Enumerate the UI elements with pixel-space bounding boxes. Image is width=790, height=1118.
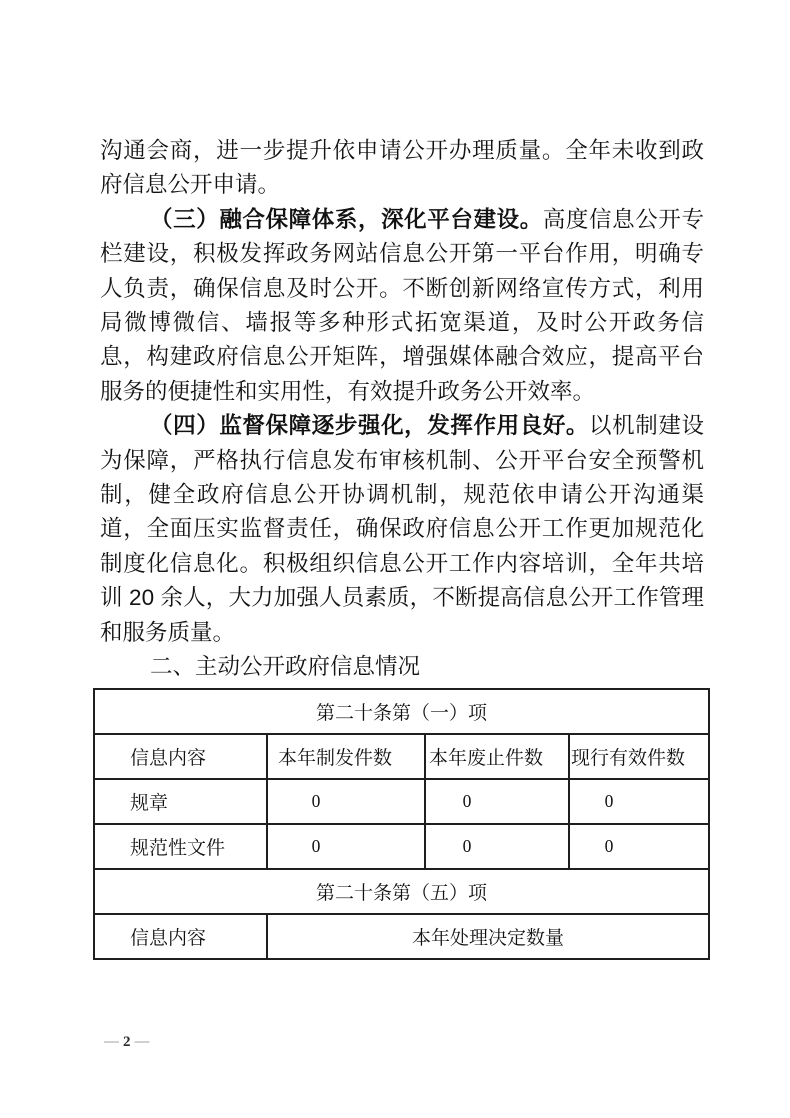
table-row-label: 规范性文件	[94, 824, 267, 869]
table-row-label: 规章	[94, 779, 267, 824]
page-footer	[100, 1032, 154, 1052]
footer-dash-left: —	[104, 1033, 119, 1050]
table-section2-title: 第二十条第（五）项	[94, 869, 709, 914]
table-section1-title-row	[94, 689, 709, 734]
table-section1-title: 第二十条第（一）项	[94, 689, 709, 734]
section-heading: 二、主动公开政府信息情况	[150, 654, 421, 680]
table-cell-decision-count: 本年处理决定数量	[267, 914, 709, 959]
table-header-repealed-count: 本年废止件数	[425, 734, 569, 779]
table-row	[94, 914, 709, 959]
table-section2-title-row	[94, 869, 709, 914]
table-header-issued-count: 本年制发件数	[267, 734, 425, 779]
paragraph	[100, 134, 704, 203]
paragraph-segment-bold: （四）监督保障逐步强化，发挥作用良好。	[150, 413, 590, 439]
paragraph-segment: 高度信息公开专栏建设，积极发挥政务网站信息公开第一平台作用，明确专人负责，确保信息及时公开。不断创新网络宣传方式，利用局微博微信、墙报等多种形式拓宽渠道，及时公开政务信息，构建政府信息公开矩阵，增强媒体融合效应，提高平台服务的便捷性和实用性，有效提升政务公开效率。	[100, 206, 704, 404]
footer-dash-right: —	[134, 1033, 150, 1050]
info-disclosure-table	[93, 688, 710, 960]
paragraph-segment: 沟通会商，进一步提升依申请公开办理质量。全年未收到政府信息公开申请。	[100, 138, 704, 198]
table-row	[94, 779, 709, 824]
paragraph	[100, 409, 704, 650]
paragraph-segment: 以机制建设为保障，严格执行信息发布审核机制、公开平台安全预警机制，健全政府信息公开协调机制，规范依申请公开沟通渠道，全面压实监督责任，确保政府信息公开工作更加规范化制度化信息化。积极组织信息公开工作内容培训，全年共培训 20 余人，大力加强人员素质，不断提高信息公开工作管理和服务质量。	[100, 413, 704, 645]
body-text-block	[100, 134, 704, 685]
table-row-label: 信息内容	[94, 914, 267, 959]
table-cell-value: 0	[425, 824, 569, 869]
table-cell-value: 0	[267, 779, 425, 824]
table-header-info-content: 信息内容	[94, 734, 267, 779]
table-header-valid-count: 现行有效件数	[569, 734, 709, 779]
paragraph	[100, 203, 704, 409]
table-cell-value: 0	[267, 824, 425, 869]
table-cell-value: 0	[425, 779, 569, 824]
table-cell-value: 0	[569, 779, 709, 824]
table-row	[94, 824, 709, 869]
table-cell-value: 0	[569, 824, 709, 869]
page-number: 2	[123, 1034, 131, 1050]
table-header-row	[94, 734, 709, 779]
paragraph-segment-bold: （三）融合保障体系，深化平台建设。	[150, 206, 543, 232]
